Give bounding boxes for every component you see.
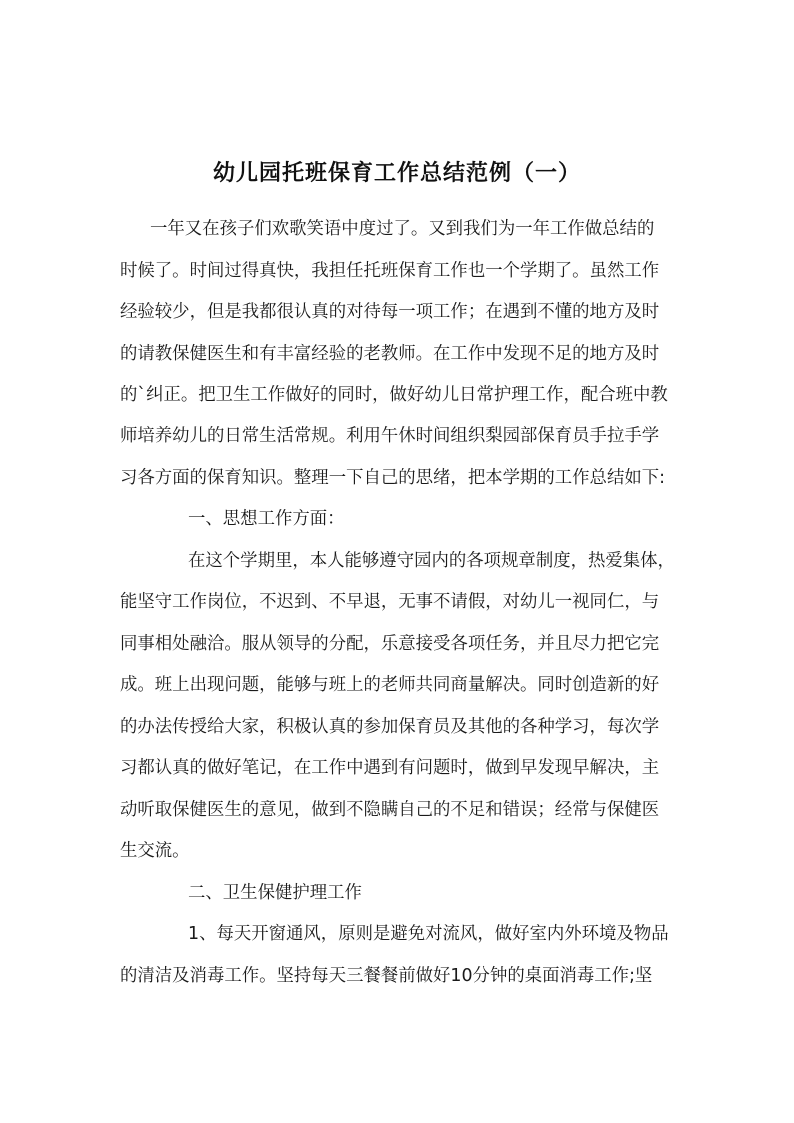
body-line: 能坚守工作岗位，不迟到、不早退，无事不请假，对幼儿一视同仁，与 — [120, 592, 660, 612]
body-line: 在这个学期里，本人能够遵守园内的各项规章制度，热爱集体， — [188, 551, 675, 571]
section-heading: 一、思想工作方面： — [188, 509, 345, 529]
body-line: 时候了。时间过得真快，我担任托班保育工作也一个学期了。虽然工作 — [120, 261, 660, 281]
body-line: 师培养幼儿的日常生活常规。利用午休时间组织梨园部保育员手拉手学 — [120, 426, 660, 446]
body-line: 的`纠正。把卫生工作做好的同时，做好幼儿日常护理工作，配合班中教 — [120, 385, 668, 405]
body-line: 的请教保健医生和有丰富经验的老教师。在工作中发现不足的地方及时 — [120, 344, 660, 364]
body-line: 的清洁及消毒工作。坚持每天三餐餐前做好10分钟的桌面消毒工作;坚 — [120, 966, 653, 986]
document-title: 幼儿园托班保育工作总结范例（一） — [212, 161, 581, 186]
body-line: 的办法传授给大家，积极认真的参加保育员及其他的各种学习，每次学 — [120, 717, 660, 737]
section-heading: 二、卫生保健护理工作 — [188, 883, 362, 903]
body-line: 习都认真的做好笔记，在工作中遇到有问题时，做到早发现早解决，主 — [120, 758, 660, 778]
body-line: 习各方面的保育知识。整理一下自己的思绪，把本学期的工作总结如下: — [120, 468, 665, 488]
body-line: 一年又在孩子们欢歌笑语中度过了。又到我们为一年工作做总结的 — [150, 219, 655, 239]
body-line: 经验较少，但是我都很认真的对待每一项工作；在遇到不懂的地方及时 — [120, 302, 660, 322]
body-line: 生交流。 — [120, 841, 190, 861]
body-line: 成。班上出现问题，能够与班上的老师共同商量解决。同时创造新的好 — [120, 675, 660, 695]
body-line: 1、每天开窗通风，原则是避免对流风，做好室内外环境及物品 — [188, 924, 669, 944]
body-line: 动听取保健医生的意见，做到不隐瞒自己的不足和错误；经常与保健医 — [120, 800, 660, 820]
body-line: 同事相处融洽。服从领导的分配，乐意接受各项任务，并且尽力把它完 — [120, 634, 660, 654]
